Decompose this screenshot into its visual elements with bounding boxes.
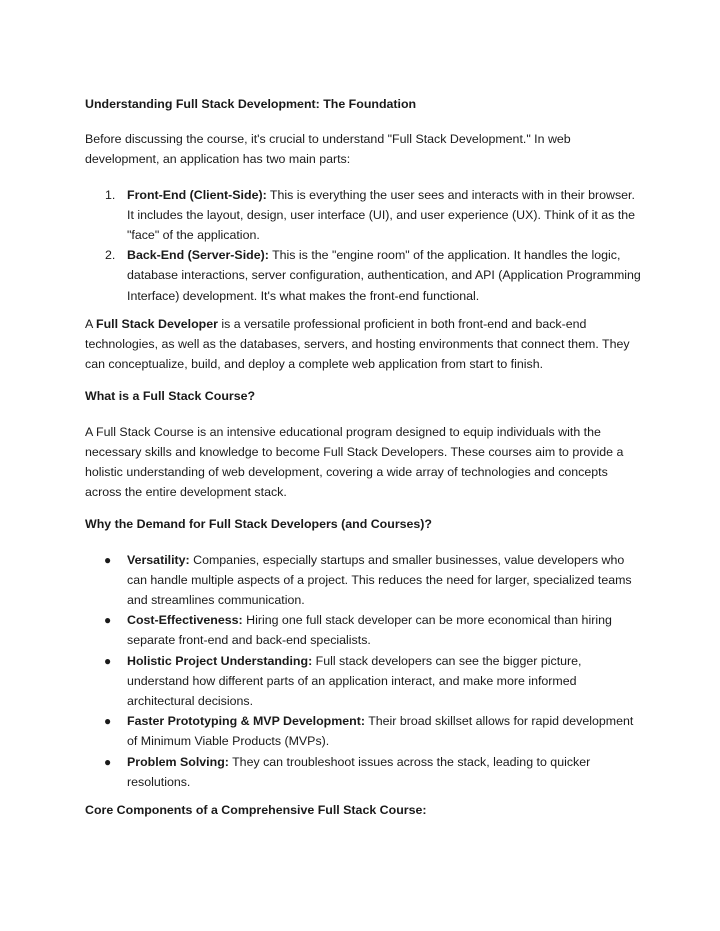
- bullet-icon: ●: [104, 754, 112, 769]
- bullet-list-demand: [85, 550, 645, 792]
- list-item: [85, 550, 645, 611]
- list-item-term: Cost-Effectiveness:: [127, 613, 243, 628]
- list-item: [85, 185, 645, 246]
- list-item-text: Companies, especially startups and smaller businesses, value developers who can handle multiple aspects of a project. This reduces the need for larger, specialized teams and streamlines communication.: [127, 552, 632, 608]
- list-item: [85, 245, 645, 306]
- list-item-term: Front-End (Client-Side):: [127, 187, 267, 202]
- section-heading-core-components: Core Components of a Comprehensive Full Stack Course:: [85, 803, 427, 818]
- list-item-text: Full stack developers can see the bigger picture, understand how different parts of an application interact, and make more informed architectural decisions.: [127, 653, 582, 709]
- bullet-icon: ●: [104, 714, 112, 729]
- list-item-text: Hiring one full stack developer can be more economical than hiring separate front-end and back-end specialists.: [127, 613, 612, 648]
- section-heading-foundation: Understanding Full Stack Development: The Foundation: [85, 97, 417, 111]
- list-item-term: Versatility:: [127, 552, 190, 567]
- document-page: [85, 94, 645, 820]
- definition-prefix: A: [85, 316, 97, 331]
- definition-term: Full Stack Developer: [96, 316, 218, 331]
- list-item: [85, 752, 645, 792]
- list-item-term: Faster Prototyping & MVP Development:: [127, 714, 365, 729]
- list-item-text: They can troubleshoot issues across the stack, leading to quicker resolutions.: [127, 754, 591, 789]
- course-paragraph: A Full Stack Course is an intensive educational program designed to equip individuals with the necessary skills and knowledge to become Full Stack Developers. These courses aim to provide a holistic understanding of web development, covering a wide array of technologies and concepts across the entire development stack.: [85, 424, 624, 500]
- list-item-term: Back-End (Server-Side):: [127, 248, 269, 263]
- list-item-text: This is everything the user sees and interacts with in their browser. It includes the layout, design, user interface (UI), and user experience (UX). Think of it as the "face" of the application.: [127, 187, 636, 243]
- list-marker: 1.: [105, 187, 116, 202]
- list-item-text: Their broad skillset allows for rapid development of Minimum Viable Products (MVPs).: [127, 714, 634, 749]
- list-item-term: Problem Solving:: [127, 754, 229, 769]
- list-item: [85, 711, 645, 751]
- definition-paragraph: [85, 314, 645, 375]
- list-item: [85, 651, 645, 712]
- list-item: [85, 610, 645, 650]
- list-item-text: This is the "engine room" of the application. It handles the logic, database interactions, server configuration, authentication, and API (Application Programming Interface) development. It's what makes the front-end functional.: [127, 248, 641, 303]
- bullet-icon: ●: [104, 613, 112, 628]
- bullet-icon: ●: [104, 552, 112, 567]
- section-heading-demand: Why the Demand for Full Stack Developers (and Courses)?: [85, 517, 433, 532]
- numbered-list-app-parts: [85, 185, 645, 306]
- bullet-icon: ●: [104, 653, 112, 668]
- definition-text: is a versatile professional proficient in both front-end and back-end technologies, as well as the databases, servers, and hosting environments that connect them. They can conceptualize, build, and deploy a complete web application from start to finish.: [85, 316, 630, 372]
- list-marker: 2.: [105, 248, 116, 263]
- section-heading-course: What is a Full Stack Course?: [85, 389, 256, 404]
- intro-paragraph: Before discussing the course, it's crucial to understand "Full Stack Development." In web development, an application has two main parts:: [85, 132, 571, 167]
- list-item-term: Holistic Project Understanding:: [127, 653, 313, 668]
